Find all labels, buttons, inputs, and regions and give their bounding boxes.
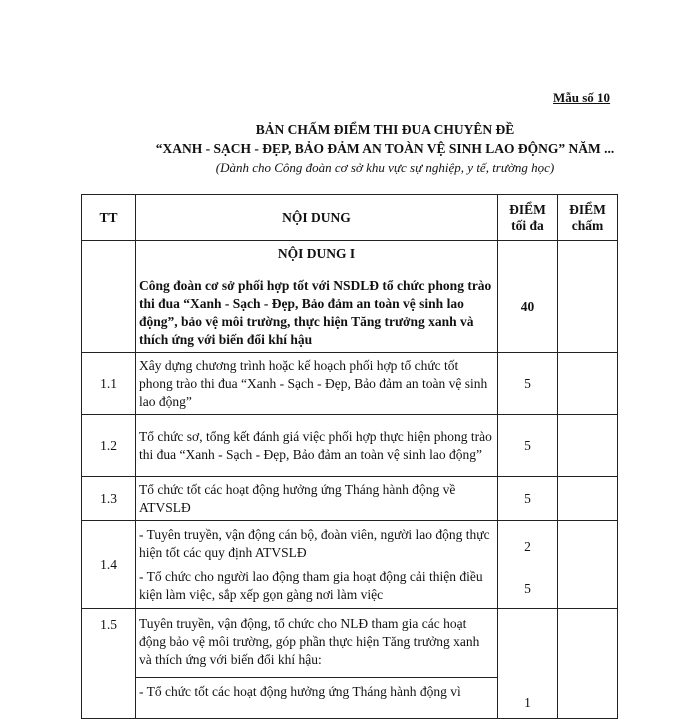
section-heading: NỘI DUNG I — [277, 245, 356, 261]
document-title-line2: “XANH - SẠCH - ĐẸP, BẢO ĐẢM AN TOÀN VỆ SINH LAO ĐỘNG” NĂM ... — [155, 141, 615, 156]
table-row — [82, 415, 618, 477]
max-score-cell: 5 — [498, 353, 558, 415]
sub-max-score: 5 — [524, 580, 531, 596]
content-cell: Xây dựng chương trình hoặc kế hoạch phối hợp tổ chức tốt phong trào thi đua “Xanh - Sạch - Đẹp, Bảo đảm an toàn vệ sinh lao động” — [136, 353, 498, 415]
header-score-line2: chấm — [571, 217, 604, 233]
sub-item: - Tổ chức cho người lao động tham gia hoạt động cải thiện điều kiện làm việc, sắp xếp gọn gàng nơi làm việc — [139, 568, 483, 602]
scoring-table — [81, 194, 618, 719]
score-cell — [558, 241, 618, 353]
tt-cell: 1.2 — [82, 415, 136, 477]
tt-cell: 1.3 — [82, 477, 136, 521]
document-subtitle: (Dành cho Công đoàn cơ sở khu vực sự nghiệp, y tế, trường học) — [215, 160, 555, 175]
tt-cell: 1.4 — [82, 521, 136, 609]
tt-cell: 1.5 — [82, 609, 136, 719]
header-max-line1: ĐIỂM — [509, 201, 546, 217]
table-row — [82, 353, 618, 415]
header-tt: TT — [82, 195, 136, 241]
score-cell — [558, 353, 618, 415]
table-header-row — [82, 195, 618, 241]
header-score-line1: ĐIỂM — [569, 201, 606, 217]
max-score-cell — [498, 609, 558, 719]
form-number: Mẫu số 10 — [553, 90, 611, 105]
document-title: BẢN CHẤM ĐIỂM THI ĐUA CHUYÊN ĐỀ — [255, 122, 515, 137]
table-row — [82, 477, 618, 521]
sub-max-score: 1 — [524, 695, 531, 710]
content-cell — [136, 609, 498, 719]
header-score — [558, 195, 618, 241]
tt-cell: 1.1 — [82, 353, 136, 415]
content-cell — [136, 521, 498, 609]
header-content: NỘI DUNG — [136, 195, 498, 241]
max-score-cell: 5 — [498, 415, 558, 477]
score-cell — [558, 609, 618, 719]
header-max-line2: tối đa — [511, 217, 544, 233]
sub-max-score: 2 — [524, 538, 531, 554]
content-cell — [136, 241, 498, 353]
max-score-cell — [498, 521, 558, 609]
row-text: Tuyên truyền, vận động, tổ chức cho NLĐ tham gia các hoạt động bảo vệ môi trường, góp phần thực hiện Tăng trưởng xanh và thích ứng với biến đổi khí hậu: — [139, 616, 480, 667]
sub-item: - Tổ chức tốt các hoạt động hưởng ứng Tháng hành động vì — [139, 684, 461, 699]
score-cell — [558, 415, 618, 477]
content-cell: Tổ chức tốt các hoạt động hưởng ứng Tháng hành động về ATVSLĐ — [136, 477, 498, 521]
score-cell — [558, 477, 618, 521]
max-score-cell: 40 — [498, 241, 558, 353]
score-cell — [558, 521, 618, 609]
table-row — [82, 609, 618, 719]
header-max-score — [498, 195, 558, 241]
table-row — [82, 521, 618, 609]
content-cell: Tổ chức sơ, tổng kết đánh giá việc phối hợp thực hiện phong trào thi đua “Xanh - Sạch - Đẹp, Bảo đảm an toàn vệ sinh lao động” — [136, 415, 498, 477]
section-text: Công đoàn cơ sở phối hợp tốt với NSDLĐ tổ chức phong trào thi đua “Xanh - Sạch - Đẹp, Bảo đảm an toàn vệ sinh lao động”, bảo vệ môi trường, thực hiện Tăng trưởng xanh và thích ứng với biến đổi khí hậu — [139, 277, 492, 347]
sub-item: - Tuyên truyền, vận động cán bộ, đoàn viên, người lao động thực hiện tốt các quy định ATVSLĐ — [139, 526, 490, 560]
max-score-cell: 5 — [498, 477, 558, 521]
tt-cell — [82, 241, 136, 353]
table-row — [82, 241, 618, 353]
